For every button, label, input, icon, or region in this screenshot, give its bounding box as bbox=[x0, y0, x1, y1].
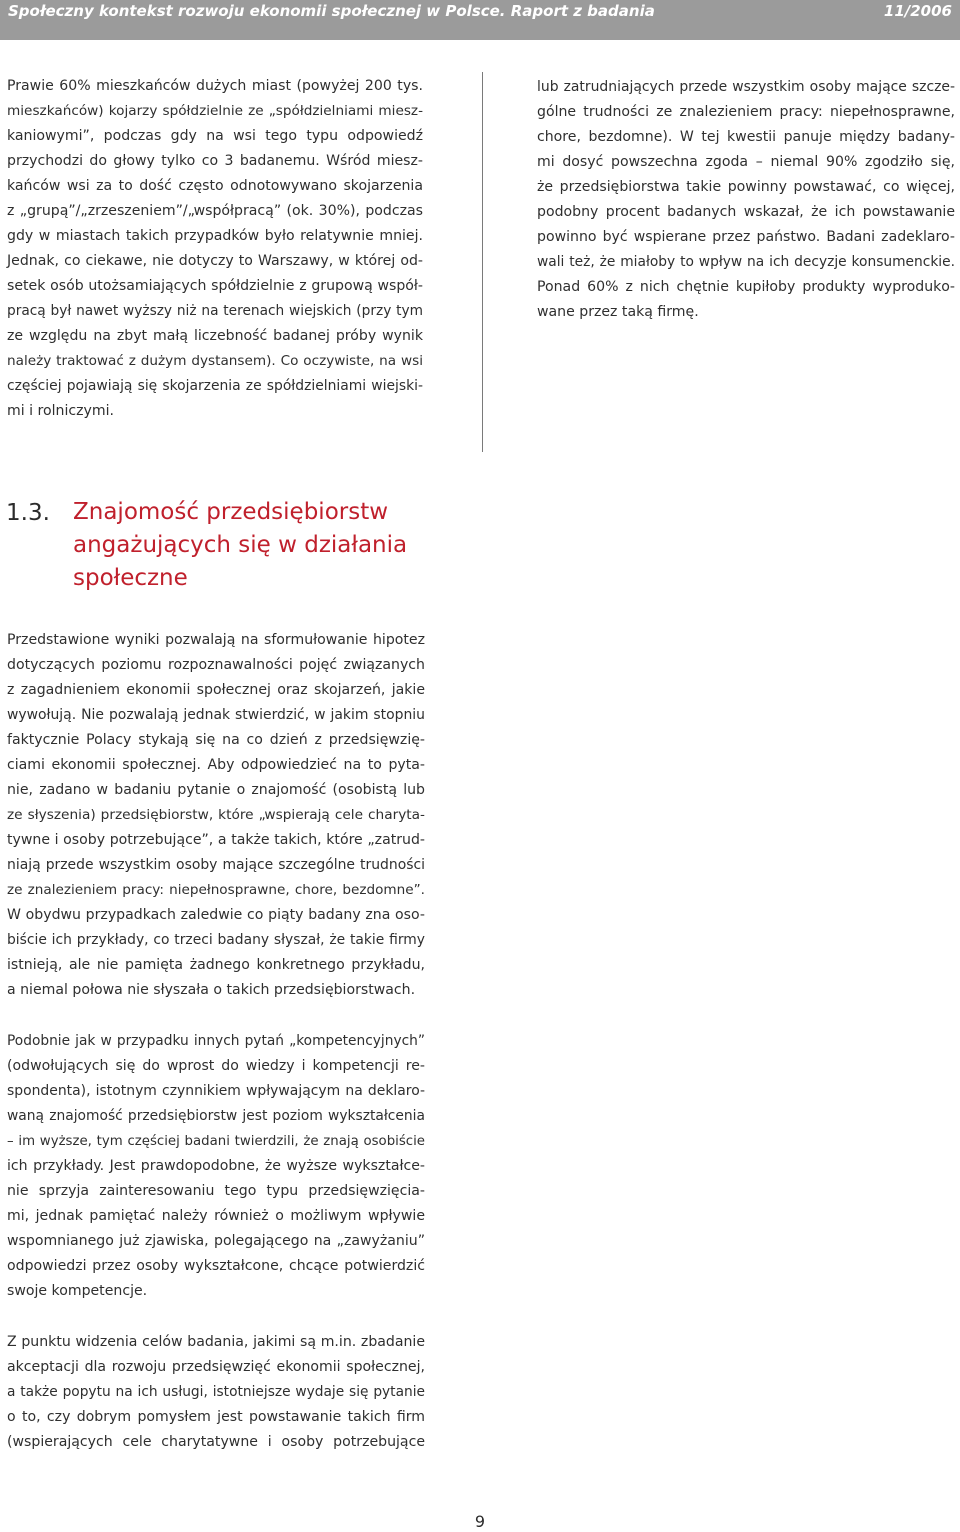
section-title-line: angażujących się w działania bbox=[73, 532, 408, 558]
text-line: Jednak, co ciekawe, nie dotyczy to Warszawy, w której od- bbox=[7, 253, 423, 269]
right-column-paragraph bbox=[537, 75, 955, 325]
section-number: 1.3. bbox=[6, 500, 50, 526]
text-line: istnieją, ale nie pamięta żadnego konkretnego przykładu, bbox=[7, 957, 425, 973]
text-line: o to, czy dobrym pomysłem jest powstawanie takich firm bbox=[7, 1409, 425, 1425]
text-line: – im wyższe, tym częściej badani twierdzili, że znają osobiście bbox=[7, 1134, 425, 1149]
text-line: dotyczących poziomu rozpoznawalności pojęć związanych bbox=[7, 657, 425, 673]
text-line: faktycznie Polacy stykają się na co dzień z przedsięwzię- bbox=[7, 732, 425, 748]
text-line: odpowiedzi przez osoby wykształcone, chcące potwierdzić bbox=[7, 1258, 425, 1274]
left-column-paragraph bbox=[7, 74, 423, 424]
text-line: gdy w miastach takich przypadków było relatywnie mniej. bbox=[7, 228, 423, 244]
text-line: ciami ekonomii społecznej. Aby odpowiedzieć na to pyta- bbox=[7, 757, 425, 773]
text-line: Przedstawione wyniki pozwalają na sformułowanie hipotez bbox=[7, 632, 425, 648]
text-line: kaniowymi”, podczas gdy na wsi tego typu odpowiedź bbox=[7, 128, 423, 144]
text-line: gólne trudności ze znalezieniem pracy: niepełnosprawne, bbox=[537, 104, 955, 120]
text-line: (odwołujących się do wprost do wiedzy i kompetencji re- bbox=[7, 1058, 425, 1074]
text-line: setek osób utożsamiających spółdzielnie z grupową współ- bbox=[7, 278, 423, 294]
text-line: wspomnianego już zjawiska, polegającego na „zawyżaniu” bbox=[7, 1233, 425, 1249]
text-line: chore, bezdomne). W tej kwestii panuje między badany- bbox=[537, 129, 955, 145]
section-title-line: Znajomość przedsiębiorstw bbox=[73, 499, 389, 525]
text-line: mi, jednak pamiętać należy również o możliwym wpływie bbox=[7, 1208, 425, 1224]
body-paragraph-2 bbox=[7, 1029, 425, 1304]
text-line: a niemal połowa nie słyszała o takich przedsiębiorstwach. bbox=[7, 982, 416, 998]
text-line: nie, zadano w badaniu pytanie o znajomość (osobistą lub bbox=[7, 782, 425, 798]
text-line: tywne i osoby potrzebujące”, a także takich, które „zatrud- bbox=[7, 832, 425, 848]
text-line: Prawie 60% mieszkańców dużych miast (powyżej 200 tys. bbox=[7, 78, 423, 94]
text-line: powinno być wspierane przez państwo. Badani zadeklaro- bbox=[537, 229, 955, 245]
text-line: niają przede wszystkim osoby mające szczególne trudności bbox=[7, 857, 425, 873]
text-line: (wspierających cele charytatywne i osoby potrzebujące bbox=[7, 1434, 425, 1450]
text-line: swoje kompetencje. bbox=[7, 1283, 148, 1299]
section-title-line: społeczne bbox=[73, 565, 188, 591]
text-line: że przedsiębiorstwa takie powinny powstawać, co więcej, bbox=[537, 179, 955, 195]
header-issue-number: 11/2006 bbox=[883, 2, 952, 20]
text-line: wane przez taką firmę. bbox=[537, 304, 699, 320]
text-line: ich przykłady. Jest prawdopodobne, że wyższe wykształce- bbox=[7, 1158, 425, 1174]
text-line: lub zatrudniających przede wszystkim osoby mające szcze- bbox=[537, 79, 955, 95]
text-line: przychodzi do głowy tylko co 3 badanemu. Wśród miesz- bbox=[7, 153, 423, 169]
text-line: z „grupą”/„zrzeszeniem”/„współpracą” (ok. 30%), podczas bbox=[7, 203, 423, 219]
text-line: ze słyszenia) przedsiębiorstw, które „wspierają cele charyta- bbox=[7, 807, 425, 823]
text-line: W obydwu przypadkach zaledwie co piąty badany zna oso- bbox=[7, 907, 425, 923]
text-line: należy traktować z dużym dystansem). Co oczywiste, na wsi bbox=[7, 353, 423, 369]
text-line: z zagadnieniem ekonomii społecznej oraz skojarzeń, jakie bbox=[7, 682, 425, 698]
text-line: waną znajomość przedsiębiorstw jest poziom wykształcenia bbox=[7, 1108, 425, 1124]
text-line: ze względu na zbyt małą liczebność badanej próby wynik bbox=[7, 328, 423, 344]
text-line: biście ich przykłady, co trzeci badany słyszał, że takie firmy bbox=[7, 932, 425, 948]
text-line: ze znalezieniem pracy: niepełnosprawne, chore, bezdomne”. bbox=[7, 882, 425, 898]
text-line: spondenta), istotnym czynnikiem wpływającym na deklaro- bbox=[7, 1083, 425, 1099]
text-line: mi dosyć powszechna zgoda – niemal 90% zgodziło się, bbox=[537, 154, 955, 170]
text-line: akceptacji dla rozwoju przedsięwzięć ekonomii społecznej, bbox=[7, 1359, 425, 1375]
text-line: Z punktu widzenia celów badania, jakimi są m.in. zbadanie bbox=[7, 1334, 425, 1350]
text-line: wywołują. Nie pozwalają jednak stwierdzić, w jakim stopniu bbox=[7, 707, 425, 723]
text-line: kańców wsi za to dość często odnotowywano skojarzenia bbox=[7, 178, 423, 194]
text-line: częściej pojawiają się skojarzenia ze spółdzielniami wiejski- bbox=[7, 378, 423, 394]
running-header bbox=[0, 0, 960, 40]
body-paragraph-3 bbox=[7, 1330, 425, 1455]
page-number: 9 bbox=[474, 1512, 486, 1531]
text-line: Podobnie jak w przypadku innych pytań „kompetencyjnych” bbox=[7, 1033, 425, 1049]
column-divider bbox=[482, 72, 483, 452]
text-line: mi i rolniczymi. bbox=[7, 403, 115, 419]
text-line: mieszkańców) kojarzy spółdzielnie ze „spółdzielniami miesz- bbox=[7, 103, 423, 119]
text-line: nie sprzyja zainteresowaniu tego typu przedsięwzięcia- bbox=[7, 1183, 425, 1199]
text-line: a także popytu na ich usługi, istotniejsze wydaje się pytanie bbox=[7, 1384, 425, 1400]
header-title: Społeczny kontekst rozwoju ekonomii społecznej w Polsce. Raport z badania bbox=[8, 2, 655, 20]
text-line: podobny procent badanych wskazał, że ich powstawanie bbox=[537, 204, 955, 220]
text-line: pracą był nawet wyższy niż na terenach wiejskich (przy tym bbox=[7, 303, 423, 319]
section-title bbox=[73, 496, 473, 595]
text-line: wali też, że miałoby to wpływ na ich decyzje konsumenckie. bbox=[537, 254, 955, 270]
body-paragraph-1 bbox=[7, 628, 425, 1003]
text-line: Ponad 60% z nich chętnie kupiłoby produkty wyprodukо- bbox=[537, 279, 955, 295]
